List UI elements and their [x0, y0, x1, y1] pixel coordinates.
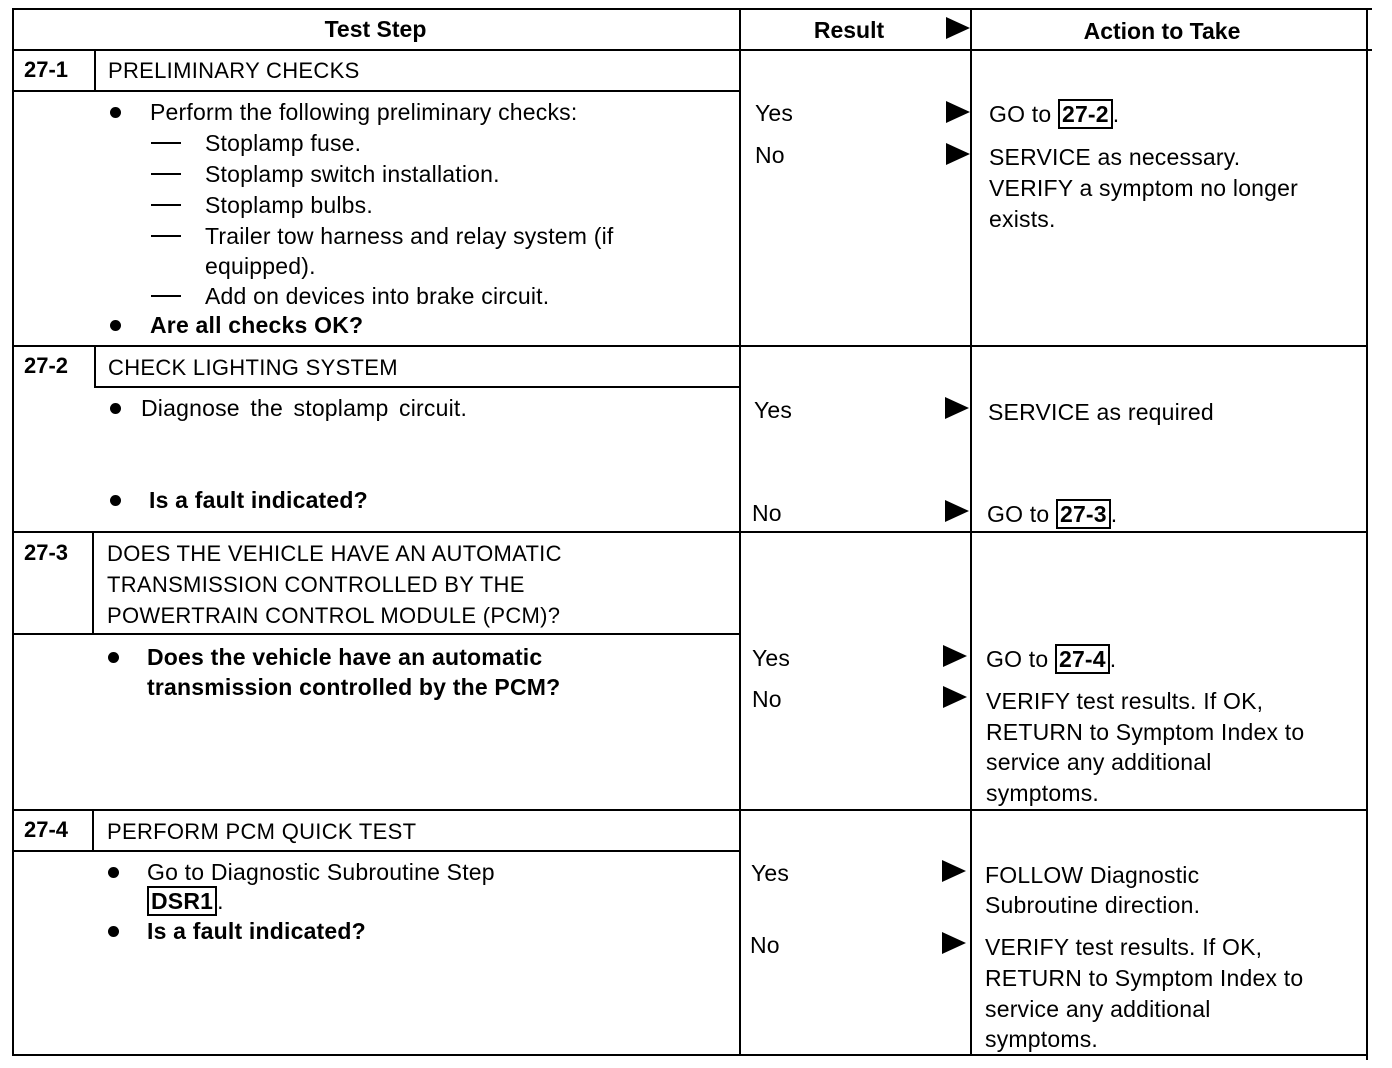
step-number-divider — [94, 345, 96, 388]
action-no-line: VERIFY a symptom no longer — [989, 175, 1299, 201]
step-number: 27-1 — [24, 57, 69, 82]
result-yes: Yes — [755, 100, 794, 126]
arrow-icon — [945, 500, 969, 522]
instruction-text-continued — [147, 886, 224, 917]
step-separator — [12, 531, 1368, 533]
bullet-icon — [108, 867, 119, 878]
bullet-icon — [110, 107, 121, 118]
arrow-icon — [946, 101, 970, 123]
bullet-icon — [108, 926, 119, 937]
header-test-step: Test Step — [324, 16, 427, 42]
action-no-line: symptoms. — [985, 1026, 1098, 1052]
action-prefix: GO to — [987, 501, 1050, 527]
step-number: 27-4 — [24, 817, 69, 842]
action-no-line: exists. — [989, 206, 1056, 232]
result-yes: Yes — [752, 645, 791, 671]
step-title-bottom — [12, 850, 739, 852]
step-title-bottom — [12, 90, 739, 92]
action-suffix: . — [1110, 501, 1118, 527]
step-number-divider — [94, 49, 96, 92]
bullet-icon — [110, 403, 121, 414]
table-right-border — [1366, 8, 1368, 1060]
question-text: Are all checks OK? — [150, 312, 364, 338]
arrow-icon — [945, 397, 969, 419]
check-item-continued: equipped). — [205, 253, 316, 279]
step-separator — [12, 345, 1368, 347]
step-number-divider — [92, 531, 94, 635]
dash-icon — [151, 173, 181, 175]
instruction-text: Perform the following preliminary checks: — [150, 99, 578, 125]
arrow-icon — [943, 686, 967, 708]
result-no: No — [755, 142, 785, 168]
dash-icon — [151, 295, 181, 297]
step-number: 27-2 — [24, 353, 69, 378]
action-no-line: service any additional — [986, 749, 1212, 775]
step-title-bottom — [94, 386, 739, 388]
action-yes-line: FOLLOW Diagnostic — [985, 862, 1200, 888]
step-number: 27-3 — [24, 540, 69, 565]
action-suffix: . — [1112, 101, 1120, 127]
arrow-icon — [942, 860, 966, 882]
subroutine-reference-link[interactable]: DSR1 — [147, 886, 217, 916]
header-bottom-border — [12, 49, 1372, 51]
action-yes-line: Subroutine direction. — [985, 892, 1201, 918]
arrow-icon — [946, 143, 970, 165]
result-yes: Yes — [751, 860, 790, 886]
check-item: Trailer tow harness and relay system (if — [205, 223, 614, 249]
question-text: Is a fault indicated? — [147, 918, 366, 944]
action-no-line: VERIFY test results. If OK, — [985, 934, 1263, 960]
table-bottom-border — [12, 1054, 1368, 1056]
action-no-line: SERVICE as necessary. — [989, 144, 1241, 170]
instruction-text: Diagnose the stoplamp circuit. — [141, 395, 468, 421]
dash-icon — [151, 142, 181, 144]
step-reference-link[interactable]: 27-4 — [1055, 644, 1110, 674]
dash-icon — [151, 204, 181, 206]
action-no-line: VERIFY test results. If OK, — [986, 688, 1264, 714]
header-action: Action to Take — [1083, 18, 1241, 44]
question-text: Does the vehicle have an automatic — [147, 644, 543, 670]
step-title: CHECK LIGHTING SYSTEM — [108, 355, 398, 380]
step-title-line: TRANSMISSION CONTROLLED BY THE — [107, 572, 525, 597]
result-no: No — [752, 686, 782, 712]
action-no — [987, 499, 1117, 530]
step-number-divider — [92, 809, 94, 852]
check-item: Stoplamp bulbs. — [205, 192, 373, 218]
question-text: Is a fault indicated? — [149, 487, 368, 513]
check-item: Stoplamp fuse. — [205, 130, 362, 156]
result-no: No — [750, 932, 780, 958]
step-separator — [12, 809, 1368, 811]
step-title: PERFORM PCM QUICK TEST — [107, 819, 417, 844]
step-reference-link[interactable]: 27-3 — [1056, 499, 1111, 529]
action-no-line: service any additional — [985, 996, 1211, 1022]
dash-icon — [151, 235, 181, 237]
instruction-text: Go to Diagnostic Subroutine Step — [147, 859, 495, 885]
header-result: Result — [813, 17, 885, 43]
result-no: No — [752, 500, 782, 526]
instruction-suffix: . — [217, 888, 224, 914]
bullet-icon — [110, 495, 121, 506]
arrow-icon — [943, 645, 967, 667]
action-no-line: RETURN to Symptom Index to — [985, 965, 1304, 991]
step-title: PRELIMINARY CHECKS — [108, 58, 360, 83]
question-text: transmission controlled by the PCM? — [147, 674, 561, 700]
action-no-line: RETURN to Symptom Index to — [986, 719, 1305, 745]
action-yes — [986, 644, 1116, 675]
check-item: Add on devices into brake circuit. — [205, 283, 550, 309]
action-prefix: GO to — [989, 101, 1052, 127]
arrow-icon — [942, 932, 966, 954]
result-yes: Yes — [754, 397, 793, 423]
check-item: Stoplamp switch installation. — [205, 161, 500, 187]
step-title-line: POWERTRAIN CONTROL MODULE (PCM)? — [107, 603, 561, 628]
header-arrow-icon — [946, 17, 970, 39]
step-title-bottom — [12, 633, 739, 635]
bullet-icon — [110, 320, 121, 331]
bullet-icon — [108, 652, 119, 663]
action-no-line: symptoms. — [986, 780, 1099, 806]
table-top-border — [12, 8, 1372, 10]
step-reference-link[interactable]: 27-2 — [1058, 99, 1113, 129]
action-prefix: GO to — [986, 646, 1049, 672]
step-title-line: DOES THE VEHICLE HAVE AN AUTOMATIC — [107, 541, 562, 566]
action-yes — [989, 99, 1119, 130]
action-suffix: . — [1109, 646, 1117, 672]
action-yes: SERVICE as required — [988, 399, 1214, 425]
